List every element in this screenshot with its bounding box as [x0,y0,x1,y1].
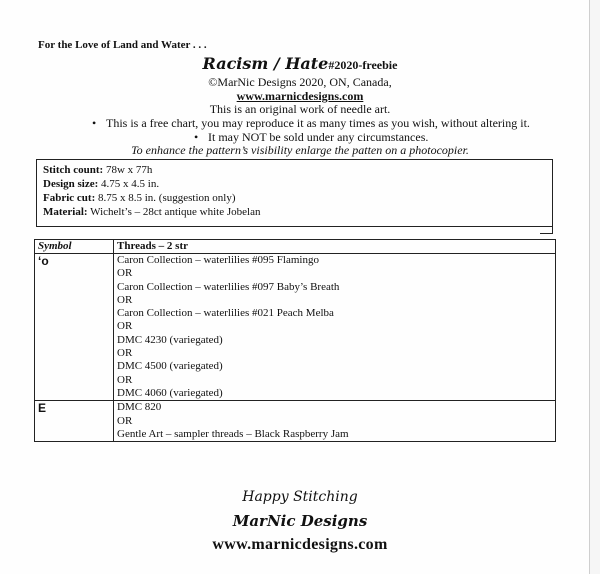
design-size-row: Design size: 4.75 x 4.5 in. [43,178,160,190]
footer-website: www.marnicdesigns.com [212,536,388,553]
bullet-icon: • [92,116,97,130]
thread-line: Caron Collection – waterlilies #021 Peach Melba [117,307,334,320]
pattern-title [0,54,600,74]
pattern-tag: #2020-freebie [328,58,398,72]
thread-line: DMC 4230 (variegated) [117,333,223,346]
original-note: This is an original work of needle art. [209,102,391,116]
symbol-cell: E [35,401,114,442]
symbol-column-header: Symbol [35,240,114,254]
enhance-note: To enhance the pattern’s visibility enlarge the patten on a photocopier. [131,143,469,157]
notice-bullet-1 [92,116,530,131]
material-row: Material: Wichelt’s – 28ct antique white Jobelan [43,206,261,218]
thread-line: OR [117,267,133,280]
thread-line: Gentle Art – sampler threads – Black Raspberry Jam [117,427,349,440]
box-edge-mark [552,203,553,234]
thread-line: Caron Collection – waterlilies #097 Baby’s Breath [117,280,340,293]
notice-text-1: This is a free chart, you may reproduce it as many times as you wish, without altering it. [106,116,530,130]
table-row [35,401,556,442]
notice-text-2: It may NOT be sold under any circumstances. [208,130,429,144]
thread-line: OR [117,320,133,333]
series-title: For the Love of Land and Water . . . [38,39,207,51]
thread-line: Caron Collection – waterlilies #095 Flamingo [117,254,319,266]
fabric-cut-row: Fabric cut: 8.75 x 8.5 in. (suggestion only) [43,192,236,204]
thread-line: DMC 4500 (variegated) [117,360,223,373]
website-link[interactable]: www.marnicdesigns.com [236,89,364,103]
threads-cell [114,401,556,442]
threads-column-header: Threads – 2 str [114,240,556,254]
thread-line: OR [117,293,133,306]
specs-box [36,159,553,227]
table-header-row [35,240,556,254]
stitch-count-row: Stitch count: 78w x 77h [43,164,153,176]
table-row [35,254,556,401]
thread-line: OR [117,414,133,427]
threads-table [34,239,556,442]
company-name: MarNic Designs [232,512,368,530]
thread-line: OR [117,373,133,386]
thread-line: OR [117,347,133,360]
box-edge-mark [540,233,553,234]
thread-line: DMC 820 [117,401,162,414]
happy-stitching: Happy Stitching [242,489,358,505]
thread-line: DMC 4060 (variegated) [117,386,223,399]
pattern-name: Racism / Hate [202,54,329,73]
symbol-cell: ‘o [35,254,114,401]
threads-cell [114,254,556,401]
bullet-icon: • [194,130,199,144]
copyright-line: ©MarNic Designs 2020, ON, Canada, [208,75,392,89]
